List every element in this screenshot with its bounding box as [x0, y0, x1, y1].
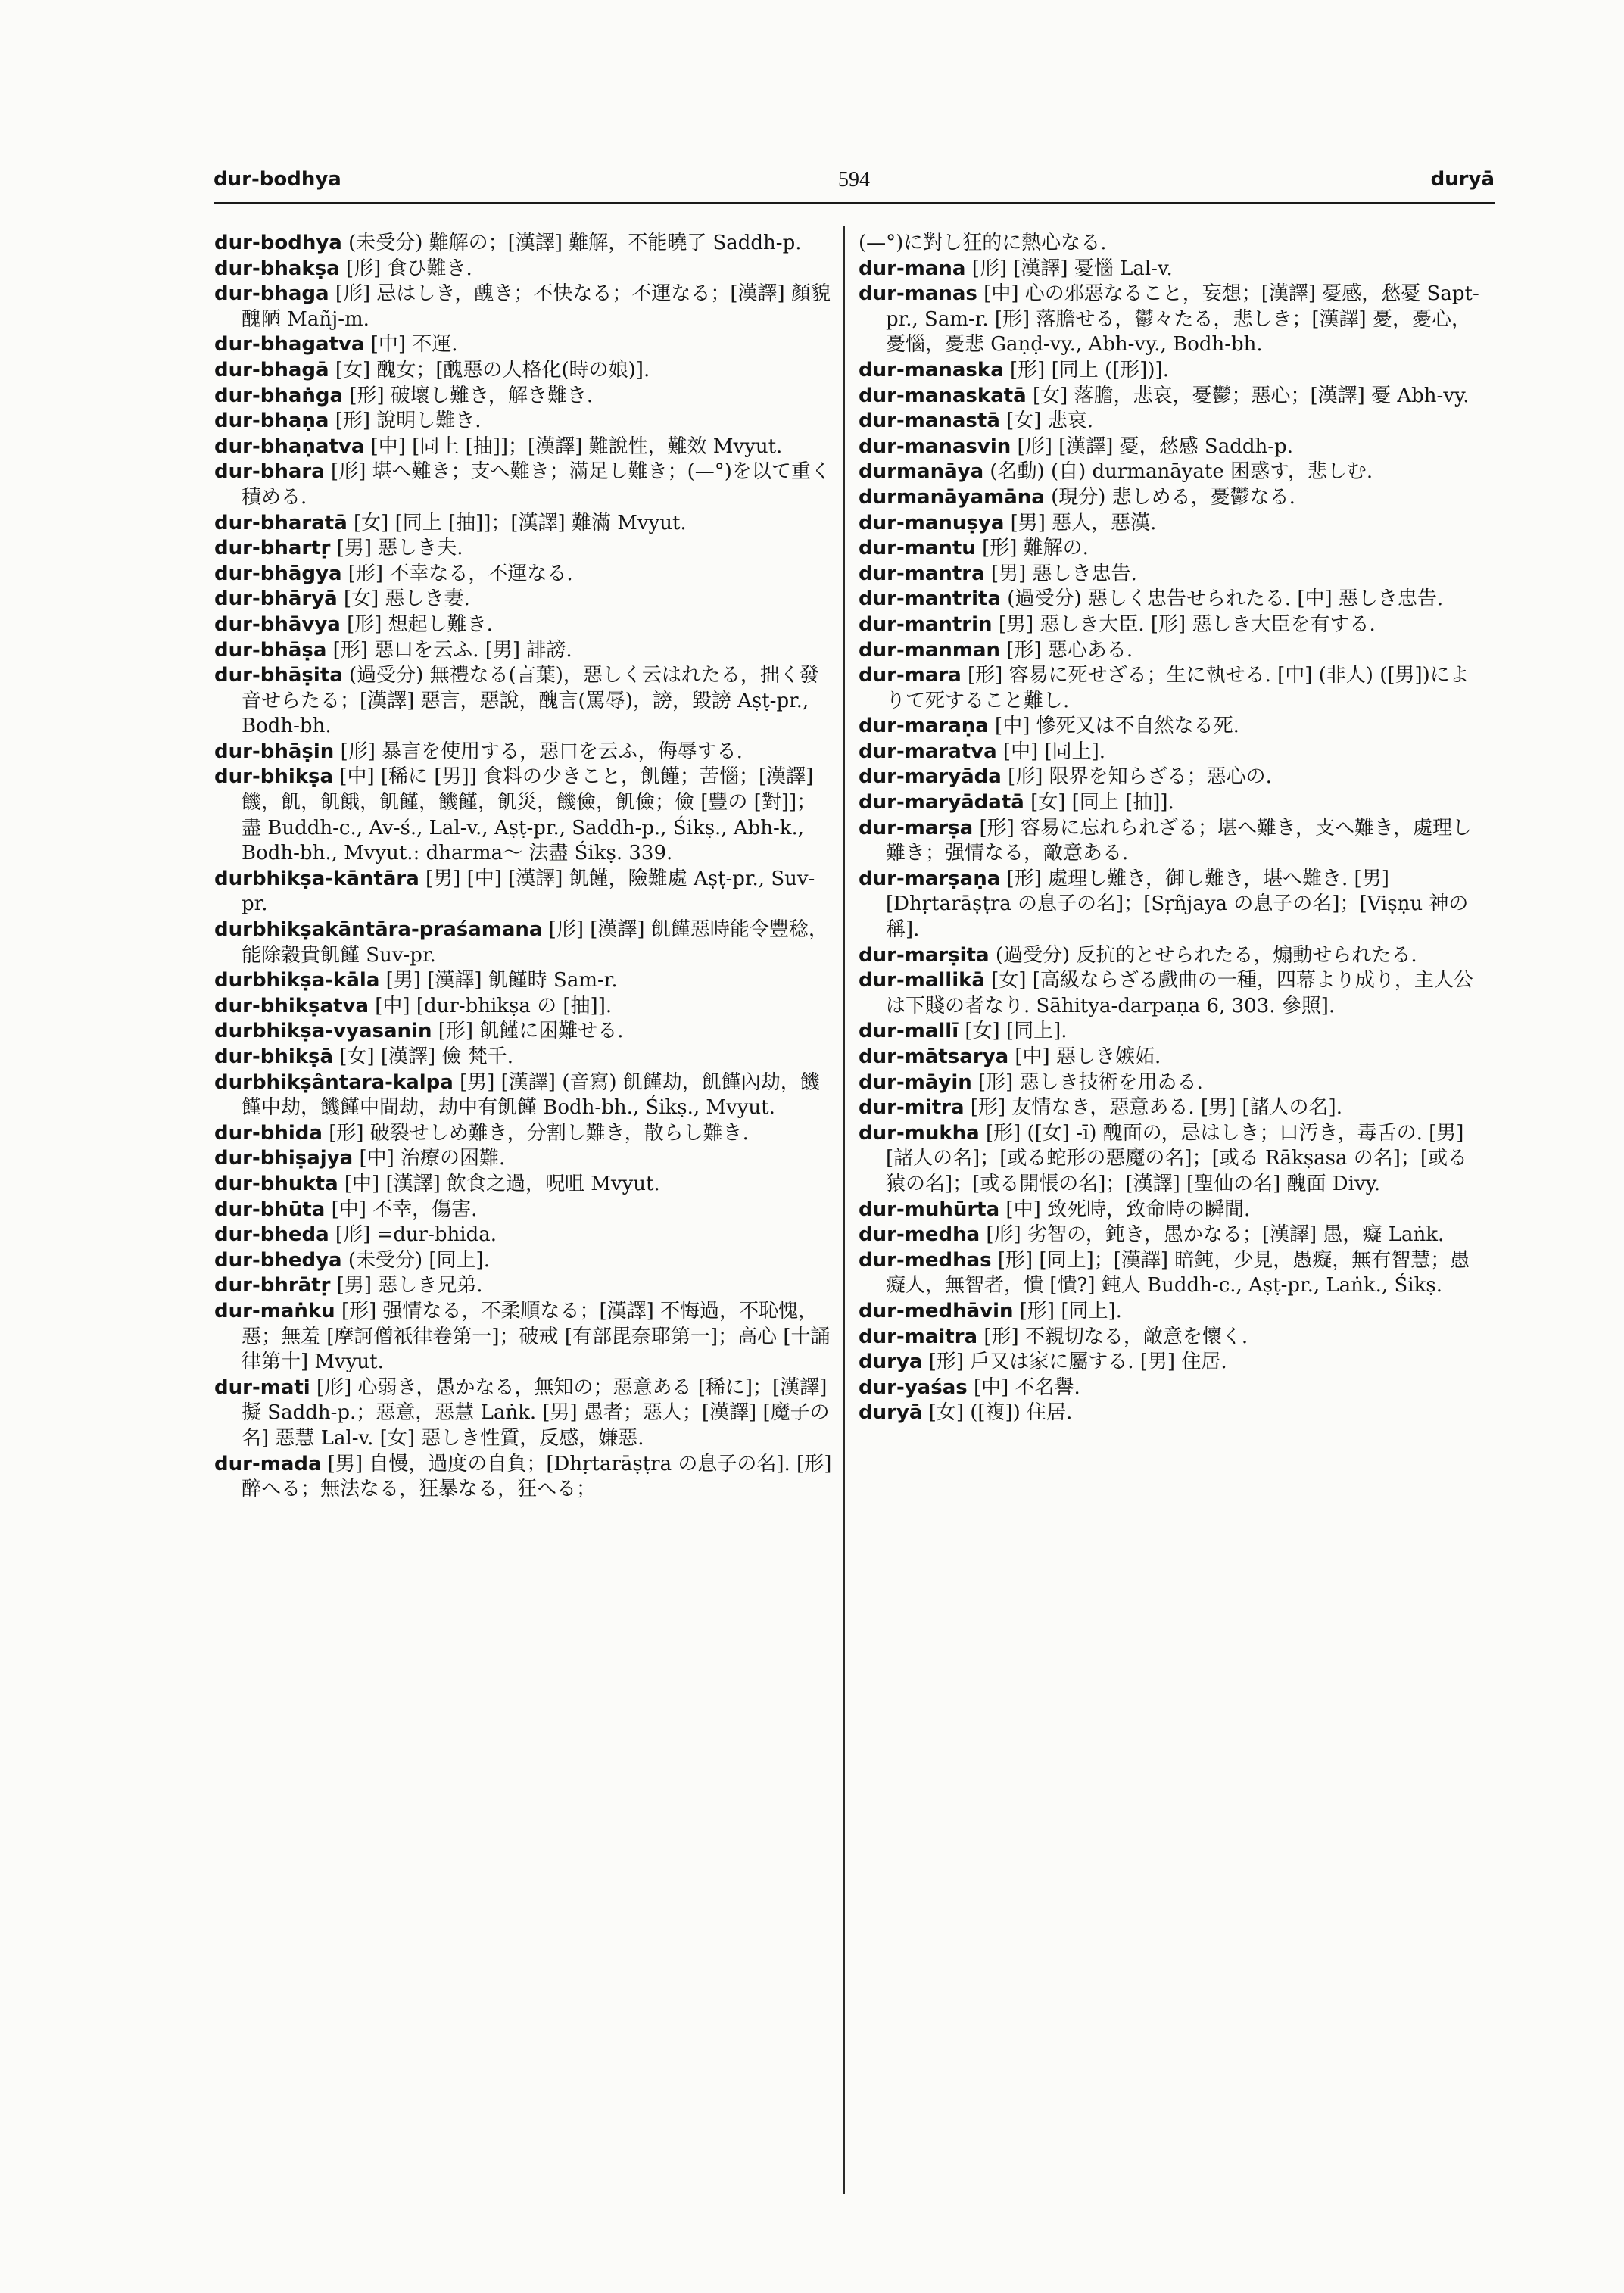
entry-definition: [形] 不親切なる，敵意を懷く. [977, 1325, 1248, 1348]
dictionary-entry [214, 231, 835, 257]
dictionary-entry [214, 1146, 835, 1172]
page-header [214, 168, 1495, 203]
entry-headword: dur-maraṇa [859, 715, 989, 738]
dictionary-entry [214, 1070, 835, 1121]
entry-headword: dur-manman [859, 638, 1001, 662]
entry-headword: dur-bhaṅga [214, 384, 344, 407]
dictionary-entry [214, 867, 835, 918]
dictionary-entry [859, 663, 1483, 714]
dictionary-entry [214, 587, 835, 612]
entry-headword: dur-bhaṇatva [214, 435, 365, 458]
entry-definition: [男] 惡しき兄弟. [330, 1274, 483, 1298]
entry-definition: [形] 惡しき技術を用ゐる. [971, 1070, 1203, 1094]
dictionary-entry [214, 1172, 835, 1198]
entry-headword: dur-manuṣya [859, 511, 1005, 534]
dictionary-entry [859, 1070, 1483, 1096]
entry-definition: [形] [同上]. [1013, 1299, 1122, 1323]
entry-definition: (未受分) [同上]. [341, 1248, 490, 1272]
entry-definition: [中] 不運. [364, 333, 458, 357]
entry-definition: [中] 不名譽. [967, 1375, 1080, 1399]
dictionary-entry [214, 765, 835, 866]
header-rule [214, 202, 1495, 204]
entry-definition: [中] [dur-bhikṣa の [抽]]. [369, 994, 613, 1017]
entry-headword: durmanāyamāna [859, 485, 1045, 509]
entry-definition: [女] 悲哀. [999, 410, 1093, 433]
dictionary-entry [214, 282, 835, 332]
entry-headword: dur-medhāvin [859, 1299, 1014, 1323]
entry-headword: dur-bhrātṛ [214, 1274, 331, 1298]
entry-definition: [中] 不幸，傷害. [325, 1198, 478, 1221]
entry-definition: [男] 惡人，惡漢. [1004, 511, 1157, 534]
entry-headword: dur-bhartṛ [214, 537, 331, 560]
entry-definition: (現分) 悲しめる，憂鬱なる. [1044, 485, 1295, 509]
entry-definition: [男] 惡しき夫. [330, 537, 463, 560]
dictionary-entry [214, 1452, 835, 1503]
entry-definition: [形] 容易に忘れられざる；堪へ難き，支へ難き，處理し難き；强情なる，敵意ある. [886, 816, 1472, 865]
entry-definition: (過受分) 無禮なる(言葉)，惡しく云はれたる，拙く發音せらたる；[漢譯] 惡言，惡說，醜言(罵辱)，謗，毀謗 Aṣṭ-pr., Bodh-bh. [242, 664, 819, 738]
dictionary-entry [859, 1198, 1483, 1223]
entry-definition: [女] [同上]. [959, 1020, 1068, 1043]
dictionary-entry [859, 1019, 1483, 1045]
entry-headword: dur-bhāṣa [214, 638, 327, 662]
entry-headword: dur-bhiṣajya [214, 1147, 354, 1170]
entry-definition: [形] 容易に死せざる；生に執せる. [中] (非人) ([男])によりて死すること難し. [886, 664, 1470, 712]
entry-headword: dur-mantra [859, 562, 985, 585]
dictionary-entry [859, 384, 1483, 410]
entry-headword: dur-marṣa [859, 816, 974, 840]
entry-headword: dur-bheda [214, 1223, 329, 1247]
entry-headword: dur-mallī [859, 1020, 959, 1043]
entry-definition: [中] [稀に [男]] 食料の少きこと，飢饉；苦惱；[漢譯] 饑，飢，飢餓，飢饉，饑饉，飢災，饑儉，飢儉；儉 [豐の [對]]；盡 Buddh-c., Av-ś., Lal-v., Aṣṭ-pr., Saddh-p., Śikṣ., Abh-k., Bodh-bh., Mvyut.: dharma〜 法盡 Śikṣ. 339. [242, 765, 817, 865]
dictionary-entry [859, 1350, 1483, 1375]
entry-definition: [形] 食ひ難き. [339, 257, 472, 280]
entry-definition: [男] 惡しき大臣. [形] 惡しき大臣を有する. [992, 612, 1376, 636]
dictionary-entry [214, 740, 835, 765]
dictionary-entry [859, 460, 1483, 485]
entry-definition: [中] 慘死又は不自然なる死. [988, 715, 1239, 738]
entry-headword: dur-marṣita [859, 943, 990, 967]
entry-headword: dur-manastā [859, 410, 1000, 433]
entry-headword: dur-bhikṣa [214, 765, 334, 789]
entry-headword: dur-maitra [859, 1325, 978, 1348]
entry-definition: [男] 惡しき忠告. [984, 562, 1137, 585]
entry-headword: dur-bhaga [214, 282, 329, 306]
entry-headword: dur-bhūta [214, 1198, 326, 1221]
dictionary-entry [214, 918, 835, 968]
dictionary-entry [214, 1045, 835, 1070]
dictionary-entry [859, 1095, 1483, 1121]
entry-definition: [中] 治療の困難. [353, 1147, 506, 1170]
entry-definition: [形] 破壞し難き，解き難き. [343, 384, 594, 407]
entry-headword: dur-manaskatā [859, 384, 1027, 407]
entry-definition: [女] ([複]) 住居. [922, 1401, 1073, 1425]
entry-headword: dur-maryādatā [859, 791, 1024, 815]
entry-definition: (過受分) 反抗的とせられたる，煽動せられたる. [989, 943, 1417, 967]
dictionary-entry [214, 994, 835, 1020]
column-divider [843, 226, 845, 2194]
dictionary-entry [214, 511, 835, 537]
dictionary-entry [214, 384, 835, 410]
entry-definition: [形] 惡心ある. [1000, 638, 1133, 662]
entry-definition: (名動) (自) durmanāyate 困惑す，悲しむ. [983, 460, 1373, 484]
entry-headword: dur-bhida [214, 1121, 323, 1145]
entry-headword: dur-bhakṣa [214, 257, 340, 280]
entry-headword: dur-bharatā [214, 511, 348, 534]
dictionary-entry [214, 1248, 835, 1274]
entry-definition: [中] [同上]. [996, 740, 1106, 763]
dictionary-entry [859, 257, 1483, 282]
entry-definition: [形] [漢譯] 憂惱 Lal-v. [965, 257, 1173, 280]
dictionary-entry [859, 867, 1483, 943]
entry-headword: dur-mada [214, 1452, 322, 1475]
dictionary-entry [859, 536, 1483, 562]
entry-headword: dur-bhukta [214, 1172, 338, 1195]
dictionary-entry [859, 612, 1483, 638]
entry-definition: [形] 飢饉に困難せる. [432, 1020, 624, 1043]
entry-definition: (—°)に對し狂的に熱心なる. [859, 232, 1107, 254]
entry-headword: dur-marṣaṇa [859, 867, 1001, 890]
entry-headword: dur-mantrita [859, 587, 1002, 611]
entry-headword: dur-yaśas [859, 1375, 968, 1399]
dictionary-entry [859, 1325, 1483, 1351]
entry-headword: dur-medhas [859, 1248, 992, 1272]
entry-headword: duryā [859, 1401, 923, 1425]
entry-definition: [女] 落膽，悲哀，憂鬱；惡心；[漢譯] 憂 Abh-vy. [1026, 384, 1470, 407]
dictionary-entry [214, 1223, 835, 1248]
entry-definition: [形] 友情なき，惡意ある. [男] [諸人の名]. [964, 1096, 1342, 1120]
entry-headword: dur-bodhya [214, 232, 342, 254]
entry-headword: dur-mana [859, 257, 966, 280]
entry-headword: dur-bhāryā [214, 587, 338, 611]
left-column [214, 231, 835, 1503]
entry-definition: [男] [漢譯] (音寫) 飢饉劫，飢饉內劫，饑饉中劫，饑饉中間劫，劫中有飢饉 Bodh-bh., Śikṣ., Mvyut. [242, 1070, 820, 1120]
entry-headword: dur-mātsarya [859, 1045, 1009, 1068]
dictionary-entry [859, 1045, 1483, 1070]
entry-definition: [形] 戶又は家に屬する. [男] 住居. [922, 1351, 1227, 1374]
entry-headword: dur-maratva [859, 740, 997, 763]
entry-definition: [形] 劣智の，鈍き，愚かなる；[漢譯] 愚，癡 Laṅk. [980, 1223, 1445, 1247]
dictionary-entry [859, 1375, 1483, 1401]
entry-headword: dur-manaska [859, 358, 1004, 382]
dictionary-entry [214, 968, 835, 994]
entry-headword: dur-mantrin [859, 612, 993, 636]
entry-definition: [中] 心の邪惡なること，妄想；[漢譯] 憂感，愁憂 Sapt-pr., Sam-r. [形] 落膽せる，鬱々たる，悲しき；[漢譯] 憂，憂心，憂惱，憂悲 Gaṇḍ-vy., Abh-vy., Bodh-bh. [886, 282, 1479, 357]
entry-headword: durbhikṣântara-kalpa [214, 1070, 454, 1094]
dictionary-entry [214, 638, 835, 664]
entry-headword: dur-bhāvya [214, 612, 341, 636]
entry-definition: [形] 惡口を云ふ. [男] 誹謗. [326, 638, 572, 662]
entry-definition: [形] [漢譯] 飢饉惡時能令豐稔，能除穀貴飢饉 Suv-pr. [242, 918, 828, 967]
dictionary-entry [859, 1223, 1483, 1248]
dictionary-entry [214, 536, 835, 562]
entry-definition: [女] [漢譯] 儉 梵千. [333, 1045, 513, 1068]
entry-definition: [形] 暴言を使用する，惡口を云ふ，侮辱する. [334, 740, 743, 763]
entry-definition: (未受分) 難解の；[漢譯] 難解，不能曉了 Saddh-p. [341, 232, 802, 254]
dictionary-entry [859, 511, 1483, 537]
dictionary-entry [859, 1248, 1483, 1299]
entry-definition: [形] ([女] -ī) 醜面の，忌はしき；口汚き，毒舌の. [男] [諸人の名]；[或る蛇形の惡魔の名]；[或る Rākṣasa の名]；[或る猿の名]；[或る開悵の名]；[漢譯] [聖仙の名] 醜面 Divy. [886, 1121, 1468, 1195]
dictionary-entry [859, 1400, 1483, 1426]
entry-headword: dur-mitra [859, 1096, 965, 1120]
dictionary-entry [859, 943, 1483, 969]
entry-definition: [女] 惡しき妻. [337, 587, 470, 611]
entry-definition: [形] [同上]；[漢譯] 暗鈍，少見，愚癡，無有智慧；愚癡人，無智者，憒 [憒?] 鈍人 Buddh-c., Aṣṭ-pr., Laṅk., Śikṣ. [886, 1248, 1470, 1298]
dictionary-entry [214, 358, 835, 384]
dictionary-entry [859, 968, 1483, 1019]
entry-definition: [女] [同上 [抽]]. [1024, 791, 1174, 815]
header-right-guideword: duryā [1430, 168, 1495, 191]
entry-headword: dur-bhāṣita [214, 664, 343, 687]
entry-definition: [形] 破裂せしめ難き，分割し難き，散らし難き. [322, 1121, 749, 1145]
entry-headword: dur-bhaṇa [214, 410, 329, 433]
entry-definition: [形] 强情なる，不柔順なる；[漢譯] 不悔過，不恥愧，惡；無羞 [摩訶僧祇律卷第一]；破戒 [有部毘奈耶第一]；高心 [十誦律第十] Mvyut. [242, 1299, 831, 1374]
entry-headword: dur-māyin [859, 1070, 972, 1094]
entry-definition: [形] 不幸なる，不運なる. [341, 562, 573, 585]
header-left-guideword: dur-bodhya [214, 168, 341, 191]
dictionary-entry [859, 740, 1483, 765]
entry-definition: [女] [高級ならざる戲曲の一種，四幕より成り，主人公は下賤の者なり. Sāhitya-darpaṇa 6, 303. 參照]. [886, 969, 1473, 1017]
dictionary-entry [859, 765, 1483, 790]
dictionary-entry [214, 1273, 835, 1299]
dictionary-entry [859, 409, 1483, 435]
entry-definition: [男] [漢譯] 飢饉時 Sam-r. [379, 969, 618, 992]
dictionary-entry [859, 231, 1483, 257]
entry-headword: dur-manasvin [859, 435, 1011, 458]
dictionary-entry [859, 714, 1483, 740]
entry-definition: [形] 忌はしき，醜き；不快なる；不運なる；[漢譯] 顏貌醜陋 Mañj-m. [242, 282, 831, 331]
entry-headword: dur-bhāṣin [214, 740, 335, 763]
entry-definition: [形] [同上 ([形])]. [1003, 358, 1169, 382]
dictionary-entry [214, 257, 835, 282]
entry-definition: [形] 處理し難き，御し難き，堪へ難き. [男] [Dhṛtarāṣṭra の息子の名]；[Sṛñjaya の息子の名]；[Viṣṇu 神の稱]. [886, 867, 1469, 942]
entry-definition: [中] 致死時，致命時の瞬間. [999, 1198, 1251, 1221]
entry-headword: dur-bhikṣatva [214, 994, 369, 1017]
dictionary-entry [214, 663, 835, 740]
entry-definition: [形] 限界を知らざる；惡心の. [1001, 765, 1272, 789]
dictionary-entry [859, 1299, 1483, 1325]
entry-headword: dur-bhagā [214, 358, 329, 382]
dictionary-entry [859, 282, 1483, 358]
entry-definition: [中] [同上 [抽]]；[漢譯] 難說性，難效 Mvyut. [364, 435, 783, 458]
entry-headword: dur-bhagatva [214, 333, 365, 357]
dictionary-entry [214, 1198, 835, 1223]
dictionary-entry [859, 790, 1483, 816]
entry-headword: durbhikṣa-kāla [214, 969, 380, 992]
dictionary-entry [859, 358, 1483, 384]
entry-headword: durya [859, 1351, 923, 1374]
entry-headword: dur-medha [859, 1223, 980, 1247]
entry-definition: [中] 惡しき嫉妬. [1008, 1045, 1161, 1068]
dictionary-entry [859, 587, 1483, 612]
entry-definition: [女] [同上 [抽]]；[漢譯] 難滿 Mvyut. [347, 511, 687, 534]
entry-definition: [形] 堪へ難き；支へ難き；滿足し難き；(—°)を以て重く積める. [242, 460, 831, 509]
entry-definition: [形] 難解の. [975, 537, 1089, 560]
entry-headword: durmanāya [859, 460, 984, 484]
dictionary-entry [214, 1019, 835, 1045]
entry-headword: dur-mara [859, 664, 962, 687]
entry-headword: dur-maṅku [214, 1299, 335, 1323]
entry-definition: [女] 醜女；[醜惡の人格化(時の娘)]. [329, 358, 650, 382]
entry-headword: durbhikṣa-vyasanin [214, 1020, 432, 1043]
entry-headword: dur-mati [214, 1375, 310, 1399]
entry-definition: [男] [中] [漢譯] 飢饉，險難處 Aṣṭ-pr., Suv-pr. [242, 867, 815, 916]
entry-definition: [形] =dur-bhida. [329, 1223, 497, 1247]
entry-headword: dur-manas [859, 282, 977, 306]
dictionary-entry [214, 435, 835, 460]
entry-definition: [形] [漢譯] 憂，愁感 Saddh-p. [1011, 435, 1293, 458]
dictionary-entry [214, 1121, 835, 1147]
dictionary-entry [214, 1375, 835, 1452]
dictionary-entry [859, 816, 1483, 867]
entry-headword: dur-bhedya [214, 1248, 342, 1272]
entry-definition: [男] 自慢，過度の自負；[Dhṛtarāṣṭra の息子の名]. [形] 醉へる；無法なる，狂暴なる，狂へる； [242, 1452, 832, 1501]
dictionary-entry [214, 409, 835, 435]
dictionary-entry [859, 485, 1483, 511]
entry-headword: dur-bhāgya [214, 562, 342, 585]
dictionary-entry [214, 612, 835, 638]
dictionary-entry [214, 332, 835, 358]
dictionary-entry [214, 562, 835, 587]
right-column [859, 231, 1483, 1426]
entry-headword: dur-mukha [859, 1121, 980, 1145]
entry-definition: [形] 想起し難き. [340, 612, 493, 636]
dictionary-entry [859, 638, 1483, 664]
entry-definition: [形] 心弱き，愚かなる，無知の；惡意ある [稀に]；[漢譯] 擬 Saddh-p.；惡意，惡慧 Laṅk. [男] 愚者；惡人；[漢譯] [魔子の名] 惡慧 Lal-v. [女] 惡しき性質，反感，嫌惡. [242, 1375, 830, 1450]
entry-headword: dur-muhūrta [859, 1198, 1000, 1221]
entry-headword: durbhikṣa-kāntāra [214, 867, 419, 890]
dictionary-entry [859, 435, 1483, 460]
entry-definition: [形] 說明し難き. [329, 410, 482, 433]
entry-headword: dur-maryāda [859, 765, 1002, 789]
entry-headword: dur-bhikṣā [214, 1045, 334, 1068]
entry-headword: dur-mallikā [859, 969, 985, 992]
page-number: 594 [838, 168, 870, 192]
entry-headword: durbhikṣakāntāra-praśamana [214, 918, 543, 942]
dictionary-entry [859, 1121, 1483, 1198]
dictionary-entry [859, 562, 1483, 587]
entry-definition: (過受分) 惡しく忠告せられたる. [中] 惡しき忠告. [1001, 587, 1444, 611]
dictionary-entry [214, 460, 835, 510]
entry-headword: dur-mantu [859, 537, 976, 560]
entry-definition: [中] [漢譯] 飲食之過，呪咀 Mvyut. [338, 1172, 660, 1195]
dictionary-entry [214, 1299, 835, 1375]
entry-headword: dur-bhara [214, 460, 325, 484]
